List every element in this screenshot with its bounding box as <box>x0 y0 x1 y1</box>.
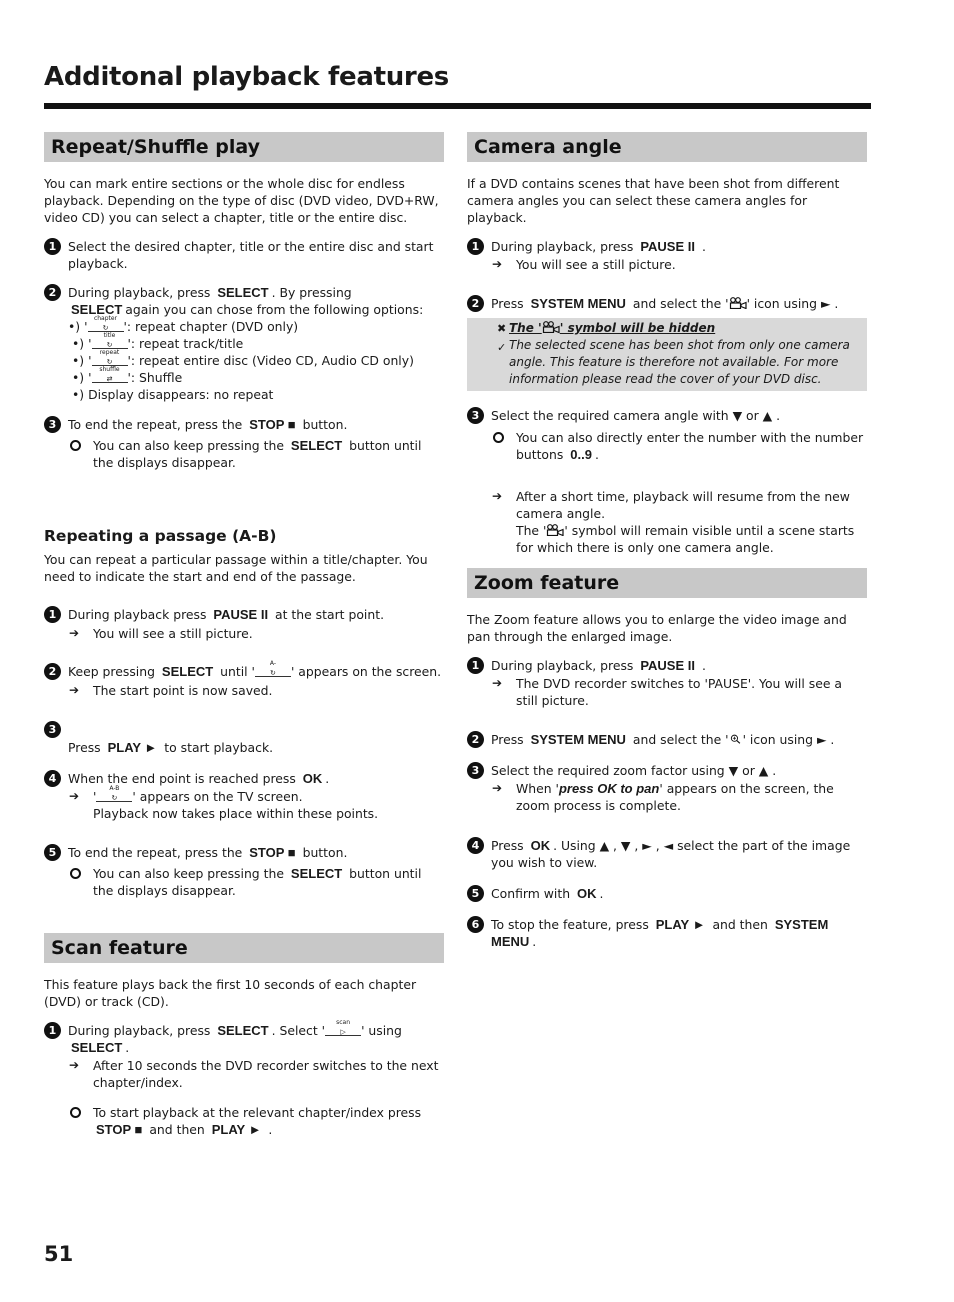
camera-step-2: 2 Press SYSTEM MENU and select the ' ' icon using ► . <box>467 295 867 312</box>
ab-step-4-result: ➔ ' A-B ↻ ' appears on the TV screen. Playback now takes place within these points. <box>69 785 379 821</box>
zoom-step-1: 1 During playback, press PAUSE II . <box>467 657 867 674</box>
page-number: 51 <box>44 1242 74 1266</box>
zoom-intro: The Zoom feature allows you to enlarge the video image and pan through the enlarged image. <box>467 612 847 644</box>
key-label: STOP ■ <box>96 1122 143 1137</box>
repeat-section <box>44 132 444 471</box>
repeat-step-1: 1 Select the desired chapter, title or the entire disc and start playback. <box>44 238 444 272</box>
step-number-badge: 5 <box>44 844 61 861</box>
right-arrow-icon: ➔ <box>69 683 80 697</box>
right-arrow-icon: ➔ <box>69 789 80 803</box>
right-arrow-icon: ➔ <box>492 676 503 690</box>
key-label: SELECT <box>71 302 123 317</box>
scan-tip: To start playback at the relevant chapter/index press STOP ■ and then PLAY ► . <box>44 1104 444 1138</box>
step-number-badge: 2 <box>44 284 61 301</box>
subsection-heading-ab: Repeating a passage (A-B) <box>44 527 277 545</box>
repeat-step-3: 3 To end the repeat, press the STOP ■ button. <box>44 416 444 433</box>
step-number-badge: 3 <box>44 721 61 738</box>
camera-tip: You can also directly enter the number with the number buttons 0..9 . <box>467 429 867 463</box>
camera-section <box>467 132 867 556</box>
key-label: SELECT <box>161 664 214 679</box>
key-label: OK <box>302 771 323 786</box>
zoom-section <box>467 568 867 950</box>
ab-step-5: 5 To end the repeat, press the STOP ■ button. <box>44 844 444 861</box>
repeat-intro: You can mark entire sections or the whole disc for endless playback. Depending on the type of disc (DVD video, DVD+RW, video CD) you can select a chapter, title or the entire disc. <box>44 176 439 225</box>
key-label: SYSTEM MENU <box>530 732 626 747</box>
scan-icon: scan ▷ <box>325 1023 361 1036</box>
ab-step-2: 2 Keep pressing SELECT until ' A- ↻ ' appears on the screen. <box>44 663 444 680</box>
key-label: STOP ■ <box>249 417 296 432</box>
key-label: PAUSE II <box>213 607 269 622</box>
key-label: 0..9 <box>570 447 592 462</box>
zoom-step-2: 2 Press SYSTEM MENU and select the ' ' icon using ► . <box>467 731 867 748</box>
section-heading-camera: Camera angle <box>467 132 867 162</box>
note-title: The ' ' symbol will be hidden <box>509 321 716 335</box>
right-arrow-icon: ➔ <box>492 781 503 795</box>
camera-step-1: 1 During playback, press PAUSE II . <box>467 238 867 255</box>
ab-step-2-result: ➔ The start point is now saved. <box>69 683 273 698</box>
scan-step-1: 1 During playback, press SELECT . Select ' scan ▷ ' using SELECT . <box>44 1022 444 1056</box>
key-label: PAUSE II <box>640 239 695 254</box>
right-arrow-icon: ➔ <box>69 1058 80 1072</box>
step-number-badge: 3 <box>467 407 484 424</box>
zoom-step-1-result: ➔ The DVD recorder switches to 'PAUSE'. You will see a still picture. <box>492 676 842 708</box>
camera-step-3: 3 Select the required camera angle with ▼ or ▲ . <box>467 407 867 424</box>
repeat-a-icon: A- ↻ <box>255 664 291 677</box>
camera-step-1-result: ➔ You will see a still picture. <box>492 257 676 272</box>
repeat-tip: You can also keep pressing the SELECT button until the displays disappear. <box>44 437 444 471</box>
repeat-chapter-icon: chapter ↻ <box>88 319 124 332</box>
checkmark-icon: ✓ <box>497 341 507 354</box>
camera-intro: If a DVD contains scenes that have been shot from different camera angles you can select these camera angles for playback. <box>467 176 840 225</box>
cross-icon: ✖ <box>497 322 507 335</box>
step-number-badge: 6 <box>467 916 484 933</box>
tip-bullet-icon <box>70 868 81 879</box>
camera-result: ➔ After a short time, playback will resume from the new camera angle. The ' ' symbol will remain visible until a scene starts for which there is only one camera angle. <box>492 489 855 555</box>
title-rule <box>44 103 871 109</box>
right-arrow-icon: ➔ <box>492 489 503 503</box>
camera-angle-icon <box>546 524 564 536</box>
key-label: SELECT <box>71 1040 123 1055</box>
step-number-badge: 1 <box>44 1022 61 1039</box>
ab-step-1: 1 During playback press PAUSE II at the start point. <box>44 606 444 623</box>
right-arrow-icon: ➔ <box>492 257 503 271</box>
note-body: The selected scene has been shot from only one camera angle. This feature is therefore not available. For more information please read the cover of your DVD disc. <box>509 338 850 386</box>
step-number-badge: 4 <box>467 837 484 854</box>
ab-step-4: 4 When the end point is reached press OK . <box>44 770 444 787</box>
ab-tip: You can also keep pressing the SELECT button until the displays disappear. <box>44 865 444 899</box>
zoom-step-4: 4 Press OK . Using ▲ , ▼ , ► , ◄ select the part of the image you wish to view. <box>467 837 867 871</box>
section-heading-scan: Scan feature <box>44 933 444 963</box>
step-number-badge: 3 <box>44 416 61 433</box>
zoom-step-3-result: ➔ When 'press OK to pan' appears on the screen, the zoom process is complete. <box>492 781 834 813</box>
page-title: Additonal playback features <box>44 62 449 92</box>
zoom-step-6: 6 To stop the feature, press PLAY ► and then SYSTEM MENU . <box>467 916 867 950</box>
repeat-title-icon: title ↻ <box>92 336 128 349</box>
repeat-option-title: •) ' title ↻ ': repeat track/title <box>72 332 244 351</box>
key-label: STOP ■ <box>249 845 296 860</box>
repeat-step-2: 2 During playback, press SELECT . By pressing SELECT again you can chose from the following options: <box>44 284 444 318</box>
key-label: OK <box>530 838 551 853</box>
key-label: OK <box>577 886 597 901</box>
zoom-step-3: 3 Select the required zoom factor using ▼ or ▲ . <box>467 762 867 779</box>
scan-section <box>44 933 444 1138</box>
key-label: SELECT <box>217 285 269 300</box>
camera-hidden-note <box>467 318 867 391</box>
section-heading-zoom: Zoom feature <box>467 568 867 598</box>
step-number-badge: 3 <box>467 762 484 779</box>
key-label: SYSTEM MENU <box>530 296 626 311</box>
ab-step-1-result: ➔ You will see a still picture. <box>69 626 253 641</box>
step-number-badge: 2 <box>467 731 484 748</box>
step-number-badge: 4 <box>44 770 61 787</box>
tip-bullet-icon <box>493 432 504 443</box>
on-screen-message: press OK to pan <box>558 781 660 796</box>
repeat-disc-icon: repeat ↻ <box>92 353 128 366</box>
step-number-badge: 2 <box>467 295 484 312</box>
scan-step-1-result: ➔ After 10 seconds the DVD recorder switches to the next chapter/index. <box>69 1058 439 1090</box>
repeat-option-shuffle: •) ' shuffle ⇄ ': Shuffle <box>72 366 183 385</box>
tip-bullet-icon <box>70 440 81 451</box>
step-number-badge: 1 <box>467 657 484 674</box>
repeat-option-chapter: •) ' chapter ↻ ': repeat chapter (DVD only) <box>68 315 299 334</box>
step-number-badge: 2 <box>44 663 61 680</box>
step-number-badge: 1 <box>44 238 61 255</box>
key-label: PLAY ► <box>655 917 706 932</box>
ab-intro: You can repeat a particular passage within a title/chapter. You need to indicate the start and end of the passage. <box>44 552 428 584</box>
key-label: PLAY ► <box>211 1122 262 1137</box>
key-label: SELECT <box>290 438 343 453</box>
step-number-badge: 1 <box>44 606 61 623</box>
key-label: SYSTEM MENU <box>491 917 829 949</box>
camera-angle-icon <box>542 321 560 333</box>
ab-section <box>44 526 444 899</box>
step-number-badge: 1 <box>467 238 484 255</box>
magnifier-icon <box>729 733 743 745</box>
camera-angle-icon <box>729 297 747 309</box>
shuffle-icon: shuffle ⇄ <box>92 370 128 383</box>
key-label: PAUSE II <box>640 658 695 673</box>
repeat-option-none: •) Display disappears: no repeat <box>72 387 274 402</box>
step-number-badge: 5 <box>467 885 484 902</box>
repeat-option-disc: •) ' repeat ↻ ': repeat entire disc (Video CD, Audio CD only) <box>72 349 414 368</box>
ab-step-3: 3 Press PLAY ► to start playback. <box>44 721 444 756</box>
section-heading-repeat: Repeat/Shuffle play <box>44 132 444 162</box>
scan-intro: This feature plays back the first 10 seconds of each chapter (DVD) or track (CD). <box>44 977 417 1009</box>
tip-bullet-icon <box>70 1107 81 1118</box>
key-label: SELECT <box>290 866 343 881</box>
key-label: PLAY ► <box>107 740 158 755</box>
repeat-ab-icon: A-B ↻ <box>96 789 132 802</box>
right-arrow-icon: ➔ <box>69 626 80 640</box>
key-label: SELECT <box>217 1023 269 1038</box>
zoom-step-5: 5 Confirm with OK . <box>467 885 867 902</box>
